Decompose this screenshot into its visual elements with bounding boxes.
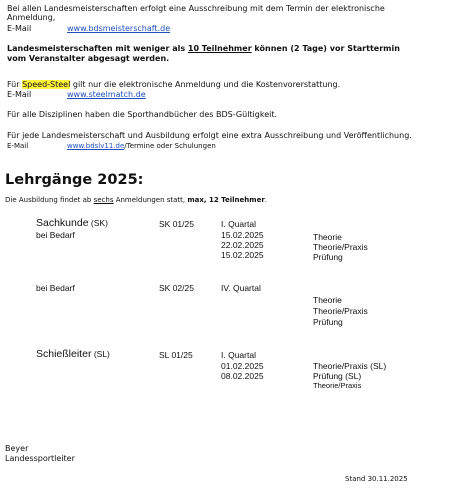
- course-sachkunde-date-3: 15.02.2025: [221, 250, 264, 260]
- course-schiessleiter-abbr: (SL): [93, 349, 110, 359]
- bdslv11-link[interactable]: www.bdslv11.de: [67, 142, 125, 150]
- steelmatch-link[interactable]: www.steelmatch.de: [67, 90, 146, 99]
- signature-role: Landessportleiter: [5, 454, 75, 463]
- courses-heading: Lehrgänge 2025:: [5, 172, 144, 188]
- course-sachkunde2-sub: bei Bedarf: [36, 283, 75, 293]
- extra-link-line: [67, 142, 216, 150]
- course-schiessleiter-type-3: Theorie/Praxis: [313, 381, 362, 390]
- intro-line-1: Bei allen Landesmeisterschaften erfolgt eine Ausschreibung mit dem Termin der elektronische: [7, 4, 385, 13]
- course-sachkunde2-type-2: Theorie/Praxis: [313, 306, 368, 316]
- speedsteel-highlight: Speed-Steel: [22, 80, 71, 89]
- course-schiessleiter-date-1: 01.02.2025: [221, 361, 264, 371]
- course-sachkunde2-type-1: Theorie: [313, 295, 342, 305]
- course-sachkunde-abbr: (SK): [90, 218, 108, 228]
- extra-email-label: E-Mail: [7, 142, 29, 150]
- course-sachkunde-name: Sachkunde: [36, 217, 89, 229]
- notice-text-post: können (2 Tage) vor Starttermin: [251, 44, 400, 53]
- extra-email-suffix: /Termine oder Schulungen: [124, 142, 216, 150]
- stand-date: Stand 30.11.2025: [345, 475, 408, 483]
- course-schiessleiter-type-1: Theorie/Praxis (SL): [313, 361, 387, 371]
- course-sachkunde-date-1: 15.02.2025: [221, 230, 264, 240]
- extra-line-1: Für jede Landesmeisterschaft und Ausbildung erfolgt eine extra Ausschreibung und Veröffentlichung.: [7, 131, 412, 140]
- course-schiessleiter-code: SL 01/25: [159, 350, 193, 360]
- speedsteel-pre: Für: [7, 80, 23, 89]
- disciplines-text: Für alle Disziplinen haben die Sporthandbücher des BDS-Gültigkeit.: [7, 110, 278, 119]
- notice-text-pre: Landesmeisterschaften mit weniger als: [7, 44, 188, 53]
- speedsteel-email-label: E-Mail: [7, 90, 32, 99]
- course-sachkunde-code: SK 01/25: [159, 219, 194, 229]
- intro-line-2: Anmeldung,: [7, 13, 56, 22]
- courses-note: [5, 196, 267, 204]
- course-sachkunde-type-1: Theorie: [313, 232, 342, 242]
- speedsteel-line: [7, 80, 340, 89]
- notice-line-1: [7, 44, 400, 53]
- notice-line-2: vom Veranstalter abgesagt werden.: [7, 54, 170, 63]
- courses-note-post: .: [264, 196, 268, 204]
- course-sachkunde-date-2: 22.02.2025: [221, 240, 264, 250]
- course-sachkunde-quarter: I. Quartal: [221, 219, 256, 229]
- course-sachkunde-sub: bei Bedarf: [36, 230, 75, 240]
- courses-note-mid: Anmeldungen statt,: [113, 196, 188, 204]
- bdsmeisterschaft-link[interactable]: www.bdsmeisterschaft.de: [67, 24, 171, 33]
- course-sachkunde2-code: SK 02/25: [159, 283, 194, 293]
- signature-name: Beyer: [5, 444, 29, 453]
- extra-email-line: [7, 142, 28, 150]
- course-schiessleiter-quarter: I. Quartal: [221, 350, 256, 360]
- course-sachkunde-type-3: Prüfung: [313, 252, 343, 262]
- speedsteel-post: gilt nur die elektronische Anmeldung und die Kostenvorerstattung.: [70, 80, 341, 89]
- courses-note-pre: Die Ausbildung findet ab: [5, 196, 94, 204]
- course-sachkunde-title: [36, 218, 108, 228]
- course-sachkunde-type-2: Theorie/Praxis: [313, 242, 368, 252]
- course-schiessleiter-name: Schießleiter: [36, 348, 92, 360]
- course-sachkunde2-type-3: Prüfung: [313, 317, 343, 327]
- notice-participant-count: 10 Teilnehmer: [187, 44, 252, 53]
- courses-note-min: sechs: [93, 196, 114, 204]
- courses-note-max: max, 12 Teilnehmer: [187, 196, 265, 204]
- course-schiessleiter-date-2: 08.02.2025: [221, 371, 264, 381]
- course-schiessleiter-type-2: Prüfung (SL): [313, 371, 362, 381]
- intro-email-label: E-Mail: [7, 24, 32, 33]
- course-schiessleiter-title: [36, 349, 110, 359]
- course-sachkunde2-quarter: IV. Quartal: [221, 283, 261, 293]
